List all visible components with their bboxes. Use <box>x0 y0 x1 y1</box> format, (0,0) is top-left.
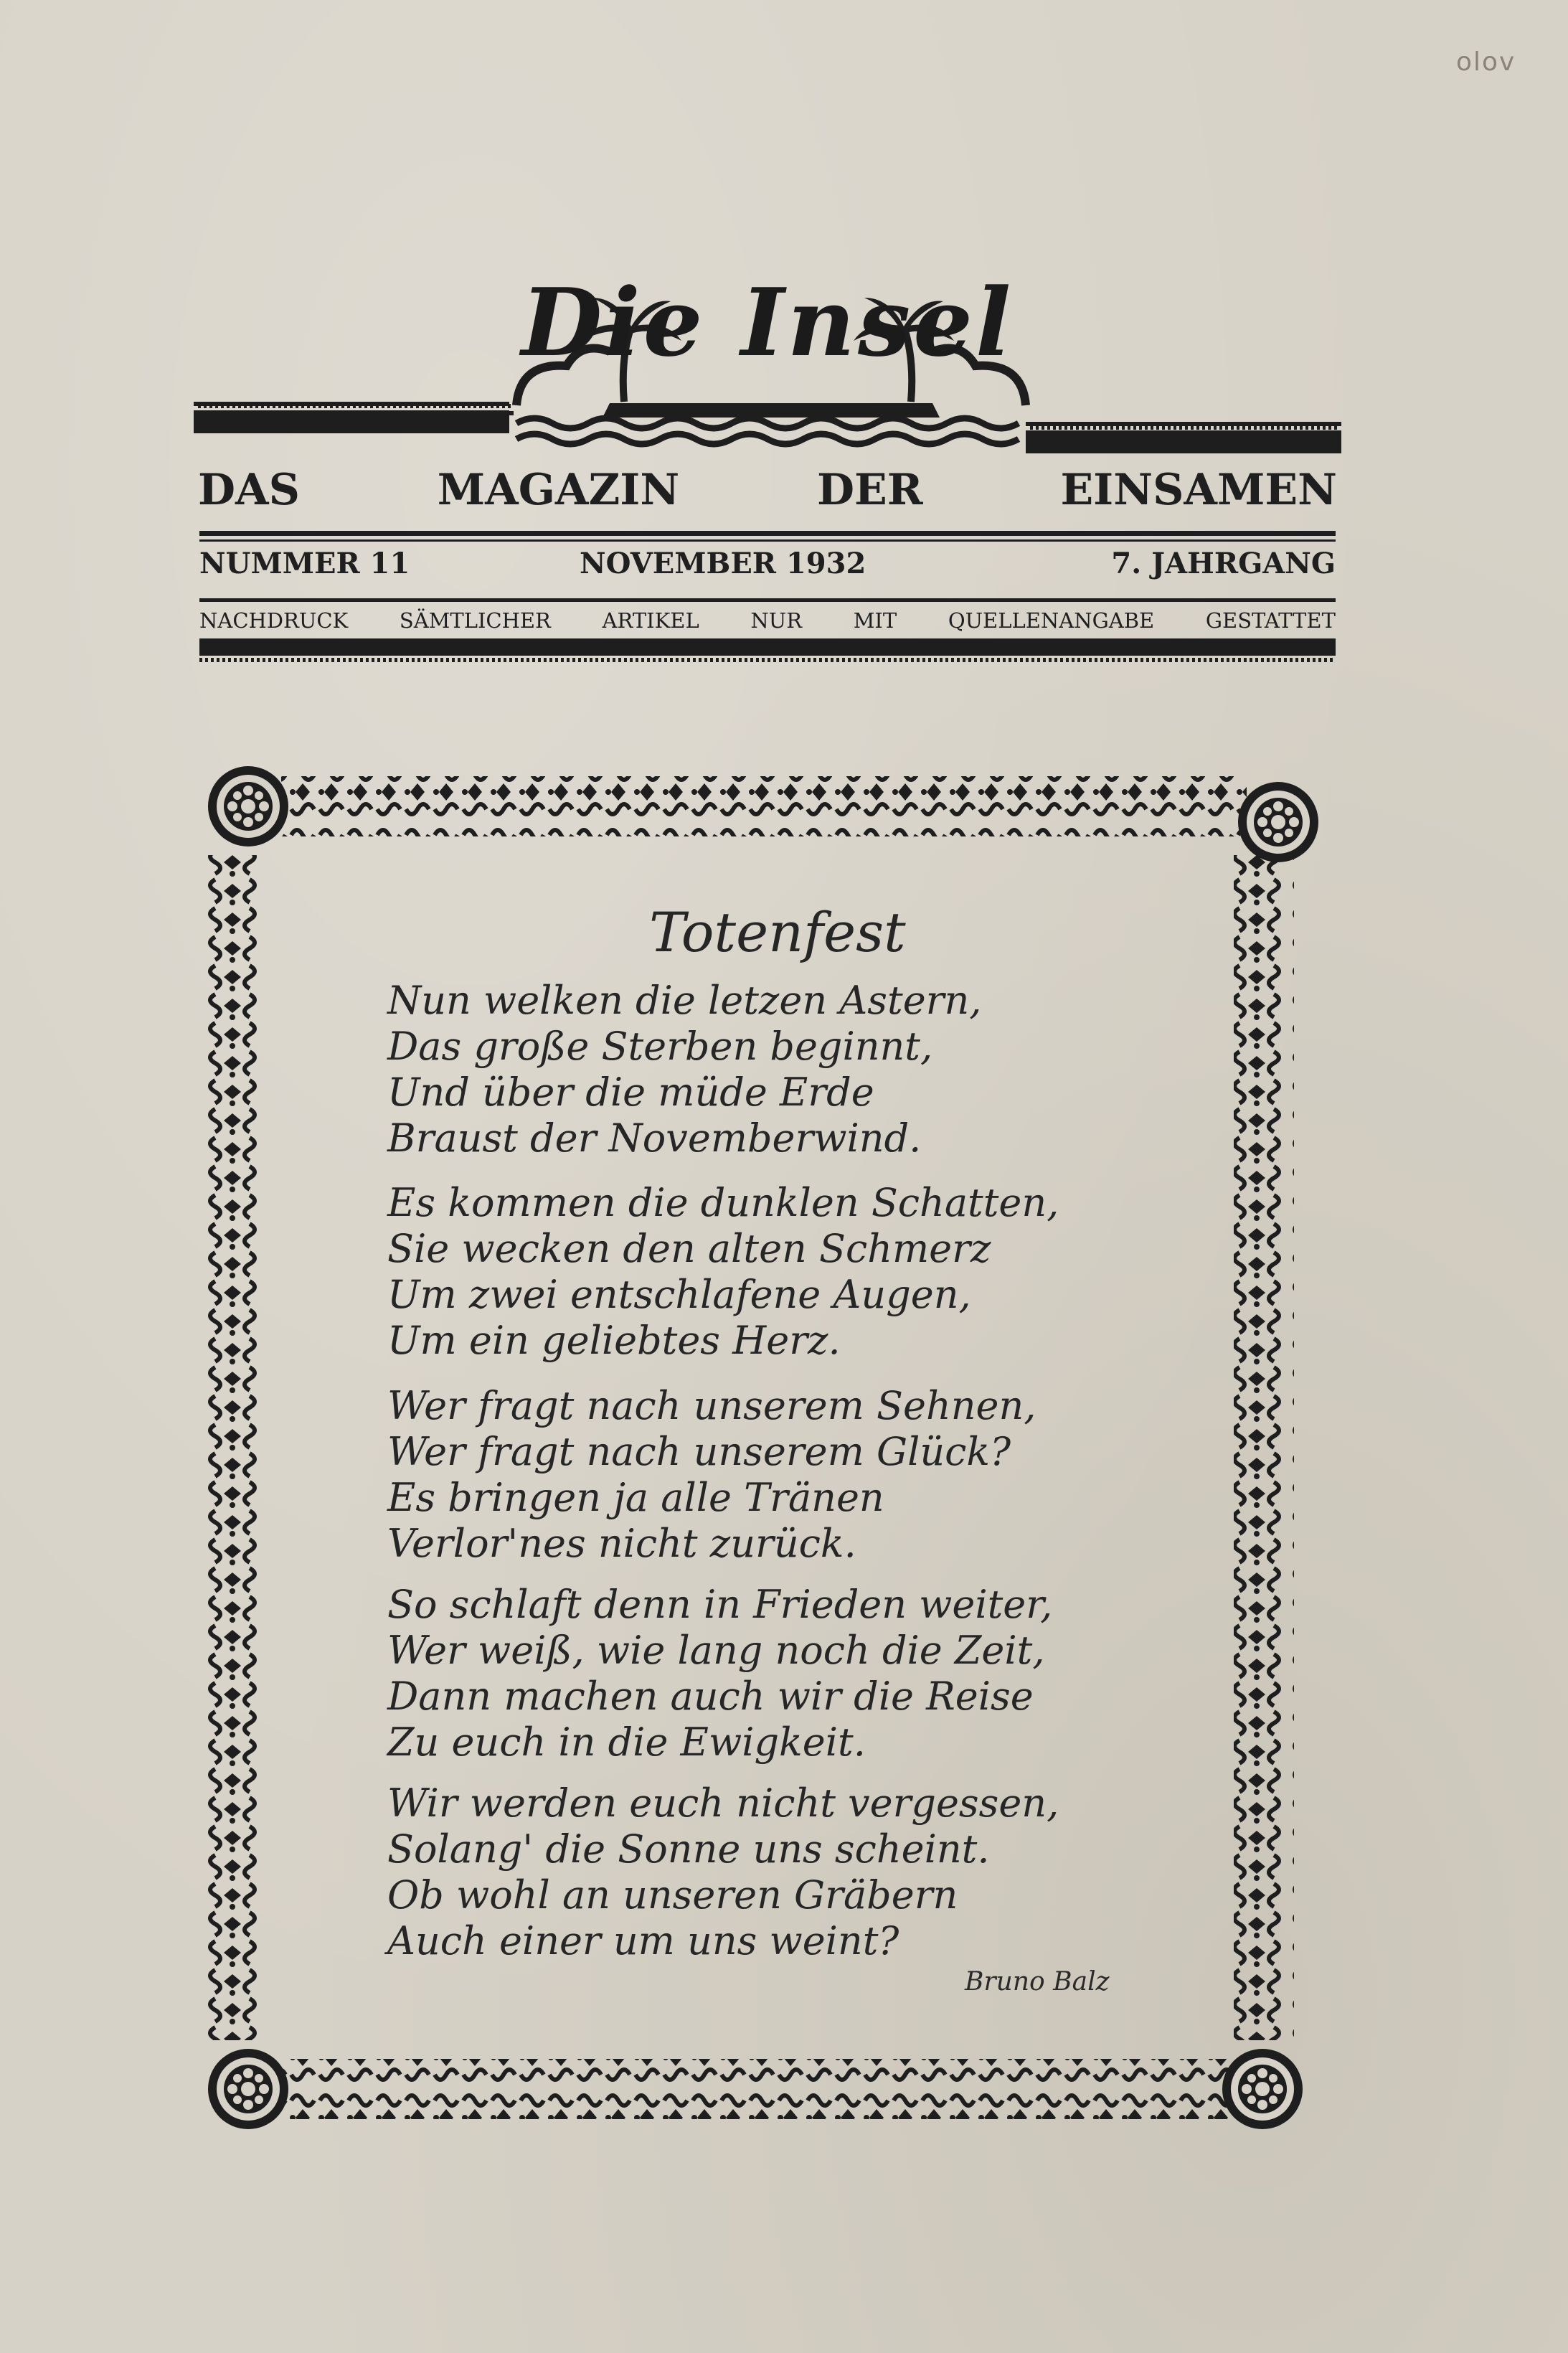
poem-line: Wer fragt nach unserem Sehnen, <box>387 1383 1036 1428</box>
poem-line: Um ein geliebtes Herz. <box>387 1318 841 1363</box>
poem-line: Sie wecken den alten Schmerz <box>387 1226 991 1271</box>
rule-under-tagline-thin <box>199 539 1336 542</box>
stanza <box>387 1781 1059 1964</box>
volume: 7. JAHRGANG <box>1111 547 1336 580</box>
logo-title: Die Insel <box>521 268 1014 377</box>
notice-word: NUR <box>750 608 803 633</box>
stanza <box>387 1582 1052 1765</box>
rule-under-notice <box>199 638 1336 656</box>
tagline-word: DAS <box>198 465 300 515</box>
masthead-dotted-rule-left <box>198 411 514 415</box>
stanza <box>387 1383 1036 1567</box>
notice-word: ARTIKEL <box>602 608 699 633</box>
notice-word: QUELLENANGABE <box>948 608 1155 633</box>
notice-word: SÄMTLICHER <box>399 608 551 633</box>
poem-line: Es bringen ja alle Tränen <box>387 1475 884 1520</box>
dotted-rule <box>199 656 1336 664</box>
dotted-rule-top-left <box>198 402 521 410</box>
poem-line: Verlor'nes nicht zurück. <box>387 1521 856 1566</box>
poem-line: Dann machen auch wir die Reise <box>387 1674 1034 1719</box>
tagline <box>198 465 1337 515</box>
poem-line: Auch einer um uns weint? <box>387 1918 899 1963</box>
poem-line: Solang' die Sonne uns scheint. <box>387 1826 990 1872</box>
poem-line: Und über die müde Erde <box>387 1070 874 1115</box>
tagline-word: MAGAZIN <box>437 465 680 515</box>
reprint-notice <box>199 608 1336 633</box>
poem-line: Ob wohl an unseren Gräbern <box>387 1872 958 1918</box>
poem-line: Braust der Novemberwind. <box>387 1116 922 1161</box>
tagline-word: DER <box>817 465 923 515</box>
rule-above-notice <box>199 598 1336 602</box>
poem-line: Das große Sterben beginnt, <box>387 1024 933 1069</box>
poem-author: Bruno Balz <box>965 1967 1110 1996</box>
poem-line: Wer fragt nach unserem Glück? <box>387 1429 1011 1474</box>
stanza <box>387 978 981 1161</box>
poem-line: Wer weiß, wie lang noch die Zeit, <box>387 1628 1045 1673</box>
poem-line: Es kommen die dunklen Schatten, <box>387 1180 1059 1225</box>
dotted-rule-top-right <box>1030 423 1338 432</box>
rule-under-tagline <box>199 531 1336 536</box>
issue-date: NOVEMBER 1932 <box>580 547 866 580</box>
masthead-logo <box>194 251 1341 466</box>
poem-line: Zu euch in die Ewigkeit. <box>387 1720 866 1765</box>
handwritten-note: olov <box>1456 47 1516 77</box>
poem-line: Nun welken die letzen Astern, <box>387 978 982 1023</box>
tagline-word: EINSAMEN <box>1060 465 1337 515</box>
issue-number: NUMMER 11 <box>199 547 410 580</box>
poem-line: So schlaft denn in Frieden weiter, <box>387 1582 1053 1627</box>
notice-word: GESTATTET <box>1205 608 1336 633</box>
notice-word: NACHDRUCK <box>199 608 349 633</box>
poem-line: Um zwei entschlafene Augen, <box>387 1272 971 1317</box>
stanza <box>387 1180 1059 1364</box>
poem-title: Totenfest <box>649 900 906 964</box>
poem-line: Wir werden euch nicht vergessen, <box>387 1781 1059 1826</box>
notice-word: MIT <box>853 608 897 633</box>
